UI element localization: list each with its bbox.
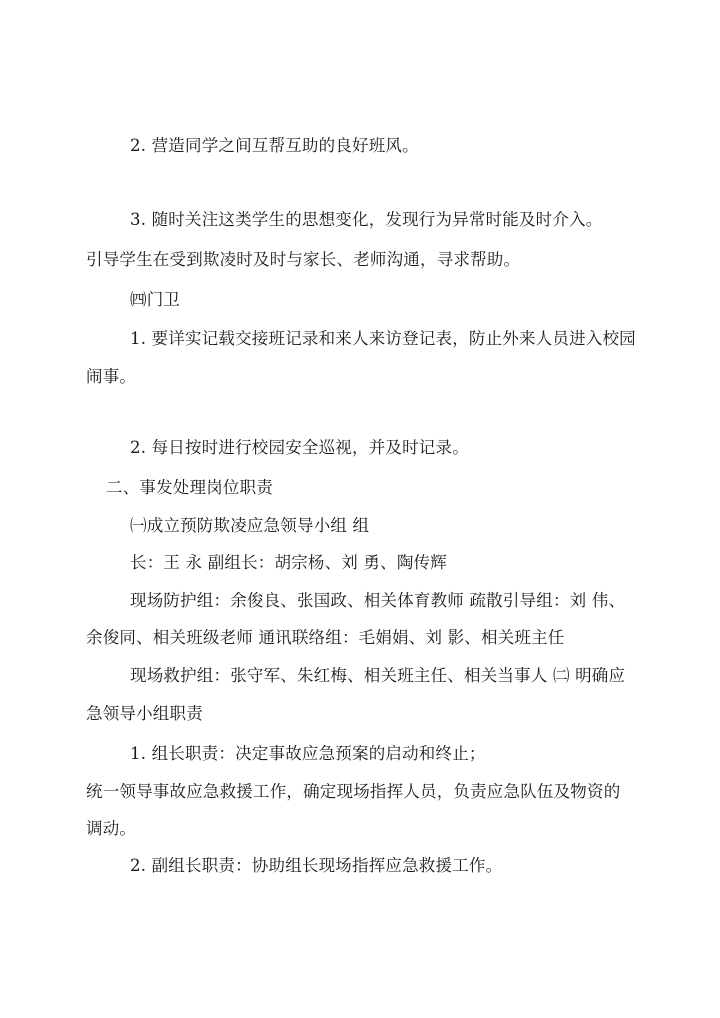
paragraph-line: 2. 营造同学之间互帮互助的良好班风。: [130, 136, 419, 155]
paragraph-line: 2. 每日按时进行校园安全巡视，并及时记录。: [130, 438, 469, 457]
section-heading: ㈣门卫: [130, 290, 181, 309]
paragraph-line: 1. 组长职责：决定事故应急预案的启动和终止；: [130, 744, 486, 763]
section-heading: 二、事发处理岗位职责: [106, 478, 273, 497]
paragraph-line: 余俊同、相关班级老师 通讯联络组：毛娟娟、刘 影、相关班主任: [86, 628, 565, 647]
paragraph-line: 3. 随时关注这类学生的思想变化，发现行为异常时能及时介入。: [130, 210, 603, 229]
paragraph-line: 2. 副组长职责：协助组长现场指挥应急救援工作。: [130, 856, 503, 875]
paragraph-line: 现场防护组：余俊良、张国政、相关体育教师 疏散引导组：刘 伟、: [130, 591, 626, 610]
paragraph-line: 闹事。: [86, 367, 137, 386]
paragraph-line: 1. 要详实记载交接班记录和来人来访登记表，防止外来人员进入校园: [130, 329, 636, 348]
paragraph-line: 现场救护组：张守军、朱红梅、相关班主任、相关当事人 ㈡ 明确应: [130, 666, 626, 685]
paragraph-line: 长：王 永 副组长：胡宗杨、刘 勇、陶传辉: [130, 553, 447, 572]
paragraph-line: 引导学生在受到欺凌时及时与家长、老师沟通，寻求帮助。: [86, 250, 521, 269]
paragraph-line: 调动。: [86, 819, 137, 838]
section-heading: ㈠成立预防欺凌应急领导小组 组: [130, 516, 370, 535]
paragraph-line: 统一领导事故应急救援工作，确定现场指挥人员，负责应急队伍及物资的: [86, 782, 621, 801]
paragraph-line: 急领导小组职责: [86, 704, 203, 723]
